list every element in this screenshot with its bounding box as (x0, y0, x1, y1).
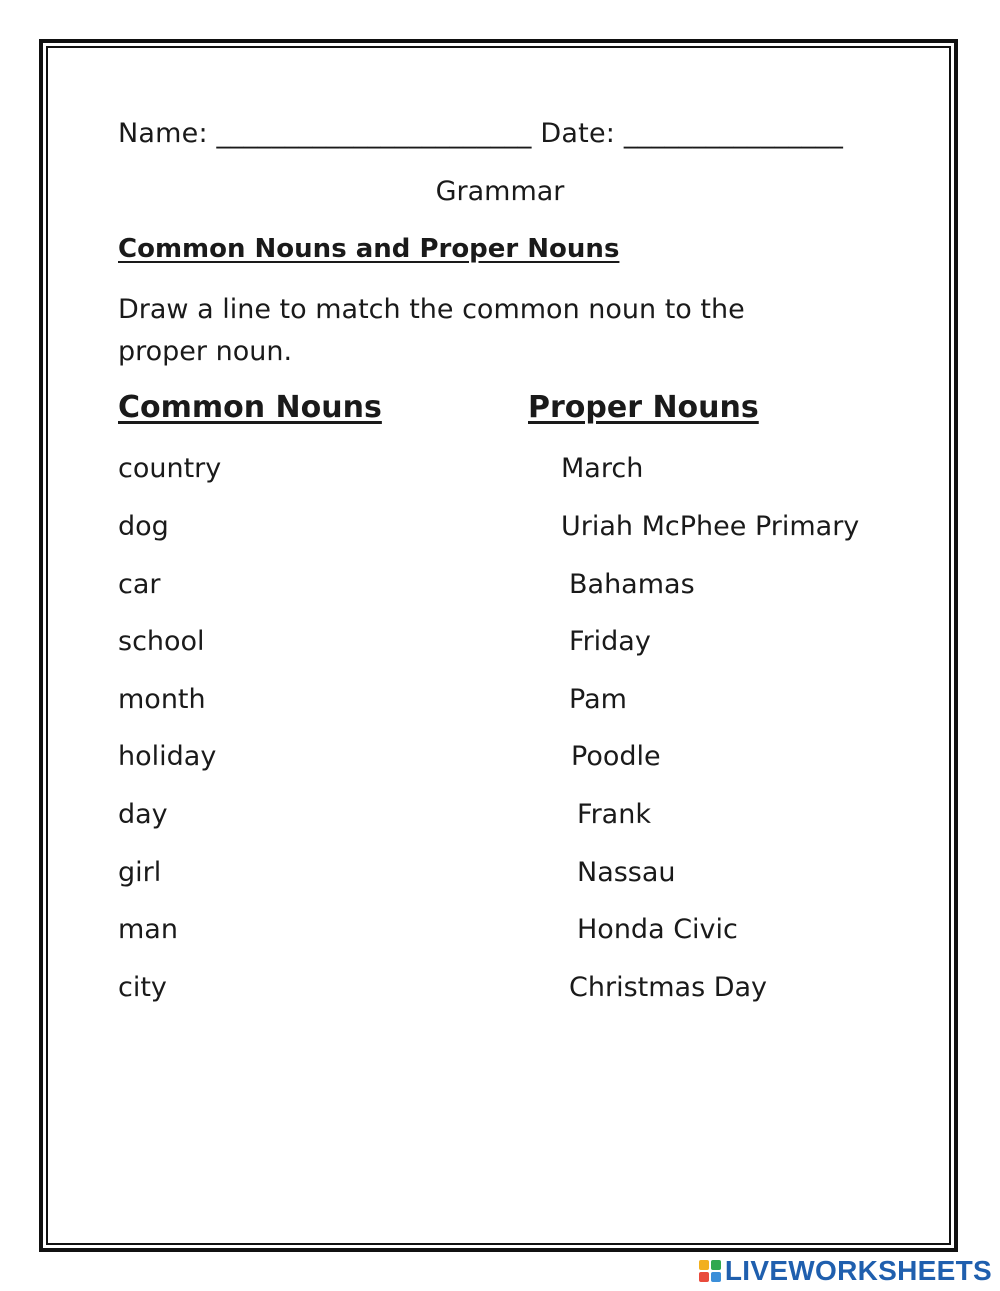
common-noun-item: car (118, 569, 161, 600)
common-noun-item: day (118, 799, 168, 830)
proper-noun-item: Friday (569, 626, 651, 657)
proper-noun-item: Frank (577, 799, 651, 830)
logo-mark-square (699, 1260, 709, 1270)
common-noun-item: dog (118, 511, 169, 542)
name-date-line: Name: _______________________ Date: ________________ (118, 118, 844, 149)
proper-noun-item: Honda Civic (577, 914, 738, 945)
proper-noun-item: March (561, 453, 644, 484)
page-title: Grammar (435, 176, 565, 207)
logo-mark-square (711, 1272, 721, 1282)
common-noun-item: holiday (118, 741, 217, 772)
instructions-text: Draw a line to match the common noun to the proper noun. (118, 294, 745, 367)
lesson-heading: Common Nouns and Proper Nouns (118, 234, 620, 264)
proper-noun-item: Poodle (571, 741, 661, 772)
common-noun-item: country (118, 453, 222, 484)
logo-mark-square (699, 1272, 709, 1282)
common-noun-item: city (118, 972, 167, 1003)
logo-mark-square (711, 1260, 721, 1270)
common-noun-item: school (118, 626, 205, 657)
proper-noun-item: Christmas Day (569, 972, 768, 1003)
liveworksheets-logo (699, 1256, 992, 1286)
logo-mark-icon (699, 1260, 721, 1282)
common-noun-item: month (118, 684, 206, 715)
proper-noun-item: Pam (569, 684, 627, 715)
proper-noun-item: Uriah McPhee Primary (561, 511, 860, 542)
common-noun-item: girl (118, 857, 162, 888)
proper-nouns-header: Proper Nouns (528, 390, 759, 425)
common-nouns-header: Common Nouns (118, 390, 382, 425)
logo-text: LIVEWORKSHEETS (724, 1255, 992, 1286)
proper-noun-item: Nassau (577, 857, 676, 888)
proper-noun-item: Bahamas (569, 569, 695, 600)
common-noun-item: man (118, 914, 178, 945)
